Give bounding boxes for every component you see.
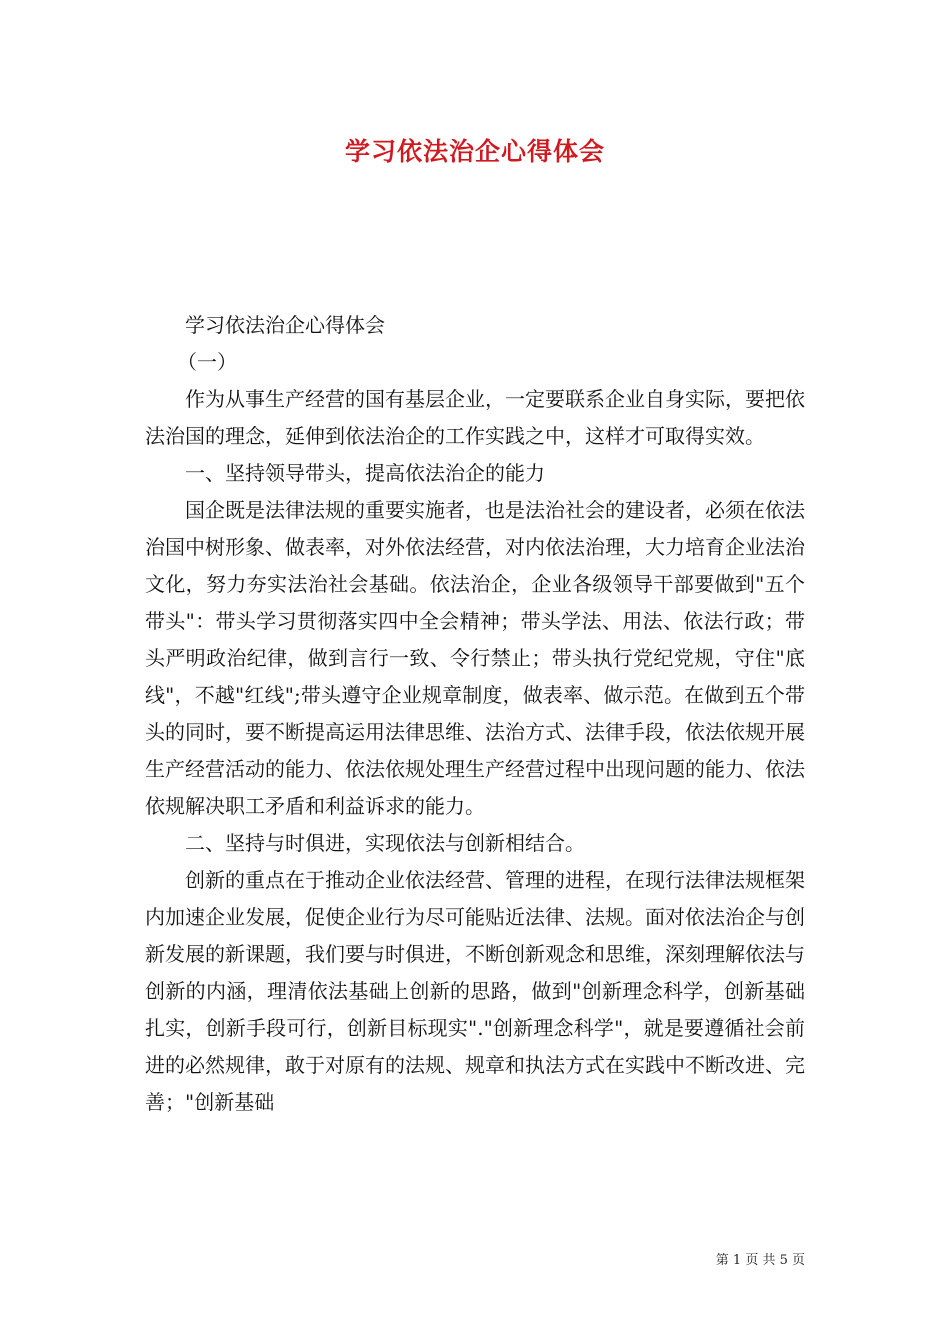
heading-two: 二、坚持与时俱进，实现依法与创新相结合。 (185, 831, 585, 855)
subtitle-paragraph: 学习依法治企心得体会 (185, 313, 385, 337)
section-number: （一） (177, 350, 237, 374)
heading-one: 一、坚持领导带头，提高依法治企的能力 (185, 461, 545, 485)
document-body (145, 307, 805, 1121)
paragraph-innovation: 创新的重点在于推动企业依法经营、管理的进程，在现行法律法规框架内加速企业发展，促使企业行为尽可能贴近法律、法规。面对依法治企与创新发展的新课题，我们要与时俱进，不断创新观念和思维，深刻理解依法与创新的内涵，理清依法基础上创新的思路，做到"创新理念科学，创新基础扎实，创新手段可行，创新目标现实"."创新理念科学"，就是要遵循社会前进的必然规律，敢于对原有的法规、规章和执法方式在实践中不断改进、完善；"创新基础 (145, 868, 805, 1114)
paragraph-leadership: 国企既是法律法规的重要实施者，也是法治社会的建设者，必须在依法治国中树形象、做表率，对外依法经营，对内依法治理，大力培育企业法治文化，努力夯实法治社会基础。依法治企，企业各级领导干部要做到"五个带头"：带头学习贯彻落实四中全会精神；带头学法、用法、依法行政；带头严明政治纪律，做到言行一致、令行禁止；带头执行党纪党规，守住"底线"，不越"红线";带头遵守企业规章制度，做表率、做示范。在做到五个带头的同时，要不断提高运用法律思维、法治方式、法律手段，依法依规开展生产经营活动的能力、依法依规处理生产经营过程中出现问题的能力、依法依规解决职工矛盾和利益诉求的能力。 (145, 498, 805, 818)
page-number: 第 1 页 共 5 页 (715, 1253, 805, 1268)
intro-paragraph: 作为从事生产经营的国有基层企业，一定要联系企业自身实际，要把依法治国的理念，延伸到依法治企的工作实践之中，这样才可取得实效。 (145, 387, 805, 448)
document-title: 学习依法治企心得体会 (344, 137, 605, 166)
